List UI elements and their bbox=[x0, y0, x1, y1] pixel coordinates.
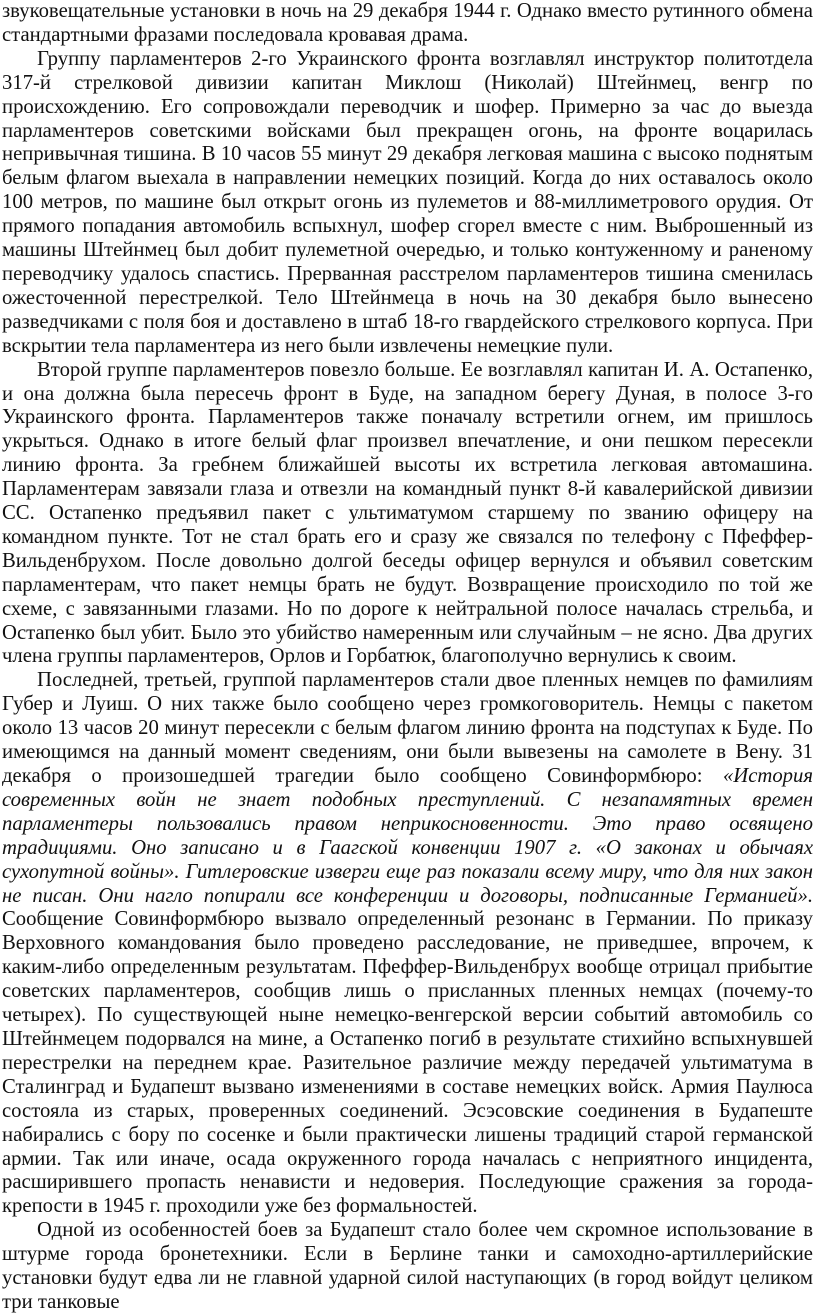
paragraph-4-text-end: Сообщение Совинформбюро вызвало определенный резонанс в Германии. По приказу Верховного командования было проведено расследование, не приведшее, впрочем, к каким-либо определенным результатам. Пфеффер-Вильденбрух вообще отрицал прибытие советских парламентеров, сообщив лишь о присланных пленных немцах (почему-то четырех). По существующей ныне немецко-венгерской версии событий автомобиль со Штейнмецем подорвался на мине, а Остапенко погиб в результате стихийно вспыхнувшей перестрелки на переднем крае. Разительное различие между передачей ультиматума в Сталинград и Будапешт вызвано изменениями в составе немецких войск. Армия Паулюса состояла из старых, проверенных соединений. Эсэсовские соединения в Будапеште набирались с бору по сосенке и были практически лишены традиций старой германской армии. Так или иначе, осада окруженного города началась с неприятного инцидента, расширившего пропасть ненависти и недоверия. Последующие сражения за города-крепости в 1945 г. проходили уже без формальностей. bbox=[2, 908, 813, 1218]
paragraph-3 bbox=[2, 359, 813, 670]
paragraph-1-text: звуковещательные установки в ночь на 29 декабря 1944 г. Однако вместо рутинного обмена стандартными фразами последовала кровавая драма. bbox=[2, 0, 813, 46]
paragraph-3-text: Второй группе парламентеров повезло больше. Ее возглавлял капитан И. А. Остапенко, и она должна была пересечь фронт в Буде, на западном берегу Дуная, в полосе 3-го Украинского фронта. Парламентеров также поначалу встретили огнем, им пришлось укрыться. Однако в итоге белый флаг произвел впечатление, и они пешком пересекли линию фронта. За гребнем ближайшей высоты их встретила легковая автомашина. Парламентерам завязали глаза и отвезли на командный пункт 8-й кавалерийской дивизии СС. Остапенко предъявил пакет с ультиматумом старшему по званию офицеру на командном пункте. Тот не стал брать его и сразу же связался по телефону с Пфеффер-Вильденбрухом. После довольно долгой беседы офицер вернулся и объявил советским парламентерам, что пакет немцы брать не будут. Возвращение происходило по той же схеме, с завязанными глазами. Но по дороге к нейтральной полосе началась стрельба, и Остапенко был убит. Было это убийство намеренным или случайным – не ясно. Два других члена группы парламентеров, Орлов и Горбатюк, благополучно вернулись к своим. bbox=[2, 358, 813, 668]
paragraph-5 bbox=[2, 1219, 813, 1315]
sovinformburo-quote: «История современных войн не знает подобных преступлений. С незапамятных времен парламентеры пользовались правом неприкосновенности. Это право освящено традициями. Оно записано и в Гаагской конвенции 1907 г. «О законах и обычаях сухопутной войны». Гитлеровские изверги еще раз показали всему миру, что для них закон не писан. Они нагло попирали все конференции и договоры, подписанные Германией». bbox=[2, 765, 813, 907]
paragraph-2 bbox=[2, 48, 813, 359]
paragraph-5-text: Одной из особенностей боев за Будапешт стало более чем скромное использование в штурме города бронетехники. Если в Берлине танки и самоходно-артиллерийские установки будут едва ли не главной ударной силой наступающих (в город войдут целиком три танковые bbox=[2, 1219, 813, 1313]
paragraph-1 bbox=[2, 0, 813, 48]
paragraph-2-text: Группу парламентеров 2-го Украинского фронта возглавлял инструктор политотдела 317-й стрелковой дивизии капитан Миклош (Николай) Штейнмец, венгр по происхождению. Его сопровождали переводчик и шофер. Примерно за час до выезда парламентеров советскими войсками был прекращен огонь, на фронте воцарилась непривычная тишина. В 10 часов 55 минут 29 декабря легковая машина с высоко поднятым белым флагом выехала в направлении немецких позиций. Когда до них оставалось около 100 метров, по машине был открыт огонь из пулеметов и 88-миллиметрового орудия. От прямого попадания автомобиль вспыхнул, шофер сгорел вместе с ним. Выброшенный из машины Штейнмец был добит пулеметной очередью, и только контуженному и раненому переводчику удалось спастись. Прерванная расстрелом парламентеров тишина сменилась ожесточенной перестрелкой. Тело Штейнмеца в ночь на 30 декабря было вынесено разведчиками с поля боя и доставлено в штаб 18-го гвардейского стрелкового корпуса. При вскрытии тела парламентера из него были извлечены немецкие пули. bbox=[2, 47, 813, 357]
paragraph-4-text-start: Последней, третьей, группой парламентеров стали двое пленных немцев по фамилиям Губер и Луиш. О них также было сообщено через громкоговоритель. Немцы с пакетом около 13 часов 20 минут пересекли с белым флагом линию фронта на подступах к Буде. По имеющимся на данный момент сведениям, они были вывезены на самолете в Вену. 31 декабря о произошедшей трагедии было сообщено Совинформбюро: bbox=[2, 669, 813, 787]
paragraph-4 bbox=[2, 669, 813, 1219]
